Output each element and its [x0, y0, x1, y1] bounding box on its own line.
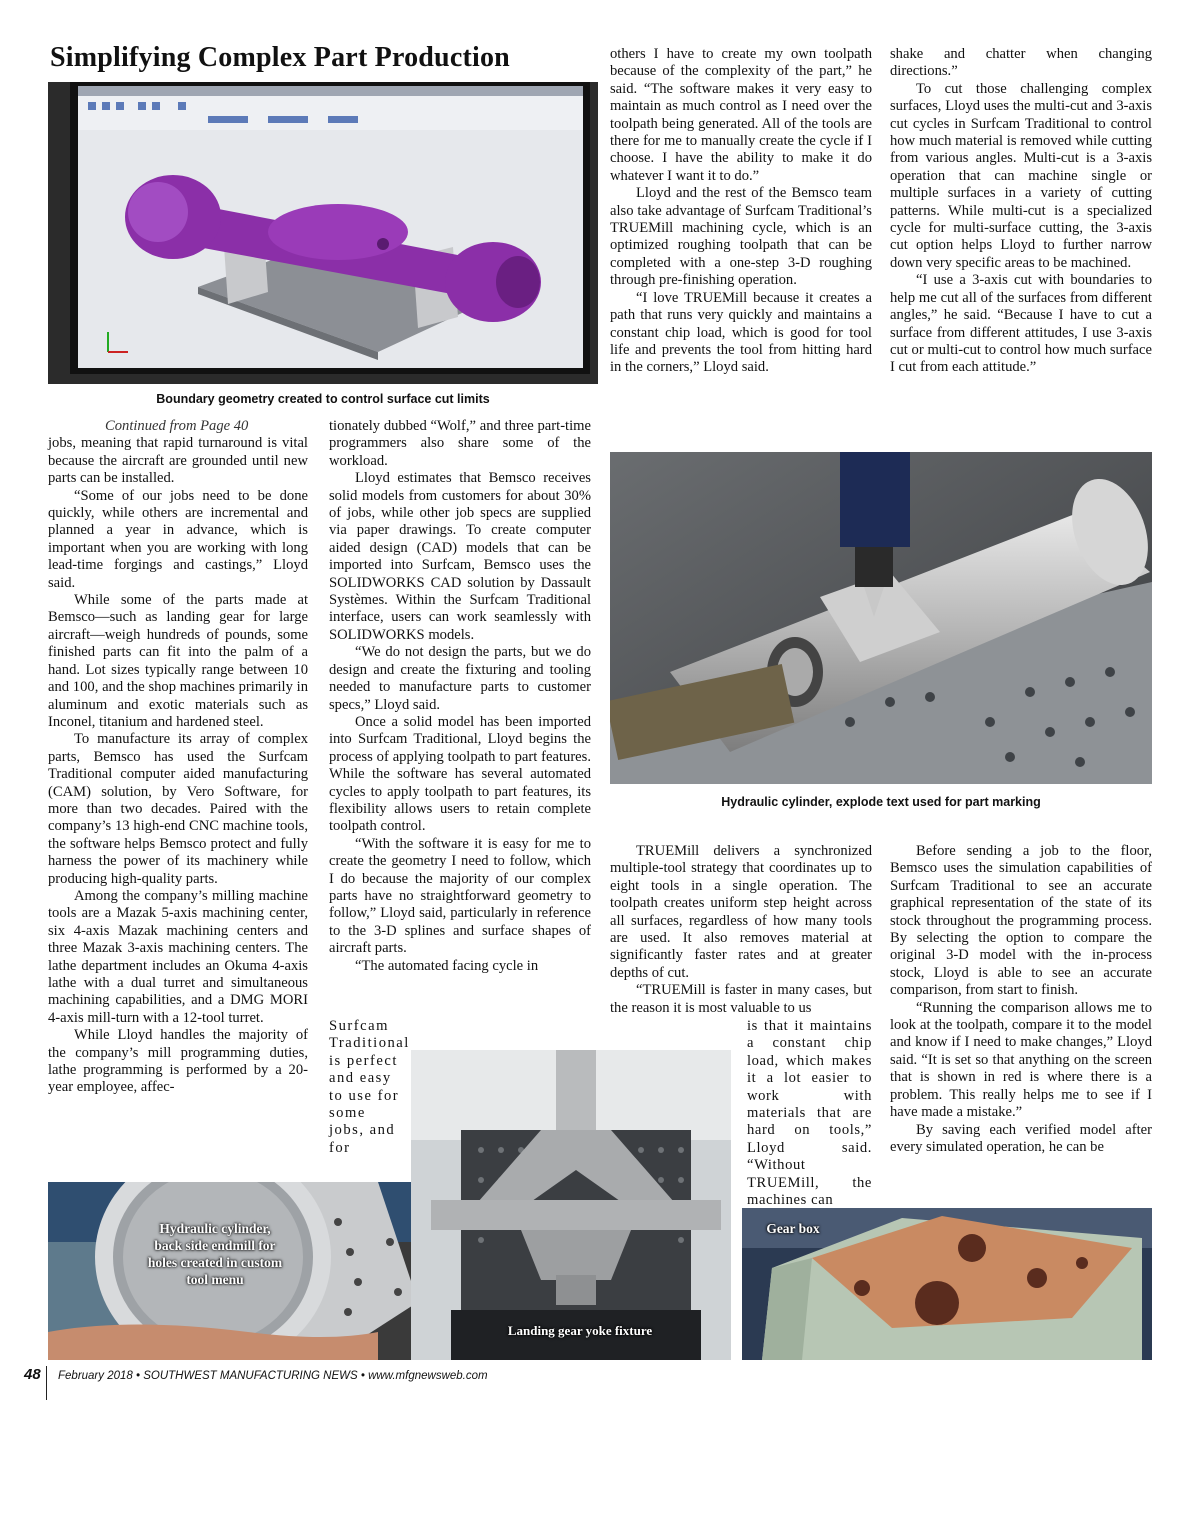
paragraph: “TRUEMill is faster in many cases, but the reason it is most valuable to us	[610, 982, 872, 1016]
footer-divider	[46, 1366, 47, 1400]
paragraph: Once a solid model has been imported into Surfcam Traditional, Lloyd begins the process of applying toolpath to part features. While the software has several automated cycles to apply toolpath to part features, its flexibility allows users to retain complete toolpath control.	[329, 713, 591, 835]
paragraph: While some of the parts made at Bemsco—such as landing gear for large aircraft—weigh hundreds of pounds, some finished parts can fit into the palm of a hand. Lot sizes typically range between 10 and 100, and the shop machines primarily in aluminum and exotic materials such as Inconel, titanium and hardened steel.	[48, 592, 308, 730]
article-title: Simplifying Complex Part Production	[50, 42, 510, 73]
article-column-4-top	[890, 46, 1152, 377]
page-number: 48	[24, 1366, 41, 1383]
paragraph: others I have to create my own toolpath because of the complexity of the part,” he said. “The software makes it very easy to maintain as much control as I need over the toolpath being generated. All of the tools are there for me to manually create the cycle if I choose. I have the ability to make it do whatever I want it to do.”	[610, 46, 872, 184]
paragraph: TRUEMill delivers a synchronized multiple-tool strategy that coordinates up to eight tools in a single operation. The toolpath creates uniform step height across all surfaces, regardless of how many tools are used. It also removes material at significantly faster rates and at greater depths of cut.	[610, 843, 872, 981]
cad-screen-illustration	[48, 82, 598, 384]
article-column-3-top	[610, 46, 872, 377]
landing-gear-yoke-illustration	[411, 1050, 731, 1360]
paragraph: shake and chatter when changing directions.”	[890, 46, 1152, 80]
article-column-2	[329, 418, 591, 975]
article-column-3-narrow	[747, 1018, 872, 1209]
paragraph: is that it maintains a constant chip load, which makes it a lot easier to work with materials that are hard on tools,” Lloyd said. “Without TRUEMill, the machines can	[747, 1018, 872, 1209]
cad-screen-photo	[48, 82, 598, 384]
paragraph: Among the company’s milling machine tools are a Mazak 5-axis machining center, six 4-axis Mazak machining centers and three Mazak 3-axis machining centers. The lathe department includes an Okuma 4-axis lathe with a dual turret and simultaneous machining capabilities, and a DMG MORI 4-axis mill-turn with a 12-tool turret.	[48, 887, 308, 1026]
paragraph: Before sending a job to the floor, Bemsco uses the simulation capabilities of Surfcam Traditional to see an accurate graphical representation of the state of its stock throughout the programming process. By selecting the option to compare the original 3-D model with the in-process stock, Lloyd is able to see an accurate comparison, from start to finish.	[890, 843, 1152, 999]
machining-illustration	[610, 452, 1152, 784]
mid-photo-caption: Hydraulic cylinder, explode text used for part marking	[721, 795, 1041, 809]
paragraph: “With the software it is easy for me to create the geometry I need to follow, which I do because the majority of our complex parts have no straightforward geometry to follow,” Lloyd said, particularly in reference to the 3-D splines and surface shapes of aircraft parts.	[329, 835, 591, 957]
paragraph: Surfcam Traditional is perfect and easy to use for some jobs, and for	[329, 1018, 410, 1156]
paragraph: “I love TRUEMill because it creates a path that runs very quickly and maintains a constant chip load, which is good for tool life and prevents the tool from hitting hard in the corners,” Lloyd said.	[610, 289, 872, 376]
article-column-2-narrow	[329, 1018, 410, 1157]
paragraph: “We do not design the parts, but we do design and create the fixturing and tooling needed to manufacture parts to customer specs,” Lloyd said.	[329, 644, 591, 713]
article-column-1	[48, 418, 308, 1097]
article-column-4-bottom	[890, 843, 1152, 1156]
landing-gear-yoke-caption: Landing gear yoke fixture	[507, 1323, 653, 1338]
paragraph: jobs, meaning that rapid turnaround is vital because the aircraft are grounded until new parts can be installed.	[48, 435, 308, 487]
landing-gear-yoke-photo	[411, 1050, 731, 1360]
hydraulic-cylinder-caption: Hydraulic cylinder, back side endmill for holes created in custom tool menu	[147, 1221, 283, 1287]
machining-photo	[610, 452, 1152, 784]
paragraph: “Running the comparison allows me to look at the toolpath, compare it to the model and know if I need to make changes,” Lloyd said. “It is set so that anything on the screen that is shown in red is where there is a problem. This really helps me to see if I have made a mistake.”	[890, 999, 1152, 1121]
top-photo-caption: Boundary geometry created to control surface cut limits	[156, 392, 490, 406]
paragraph: To cut those challenging complex surfaces, Lloyd uses the multi-cut and 3-axis cut cycles in Surfcam Traditional to control how much material is removed while cutting from various angles. Multi-cut is a 3-axis operation that can machine single or multiple surfaces in a variety of cutting patterns. While multi-cut is a specialized cycle for multi-surface cutting, the 3-axis cut option helps Lloyd to further narrow down very specific areas to be machined.	[890, 80, 1152, 271]
paragraph: By saving each verified model after every simulated operation, he can be	[890, 1121, 1152, 1155]
paragraph: “I use a 3-axis cut with boundaries to help me cut all of the surfaces from different angles,” he said. “Because I have to cut a surface from different attitudes, I use 3-axis cut or multi-cut to control how much surface I cut from each attitude.”	[890, 272, 1152, 376]
footer-text: February 2018 • SOUTHWEST MANUFACTURING NEWS • www.mfgnewsweb.com	[58, 1370, 488, 1382]
paragraph: Lloyd estimates that Bemsco receives solid models from customers for about 30% of jobs, while other job specs are supplied via paper drawings. To create computer aided design (CAD) models that can be imported into Surfcam, Bemsco uses the SOLIDWORKS CAD solution by Dassault Systèmes. Within the Surfcam Traditional interface, users can work seamlessly with SOLIDWORKS models.	[329, 470, 591, 643]
paragraph: “The automated facing cycle in	[355, 957, 539, 974]
continued-from-note: Continued from Page 40	[105, 418, 249, 434]
paragraph: “Some of our jobs need to be done quickly, while others are incremental and planned a year in advance, which is important when you are working with long lead-time forgings and castings,” Lloyd said.	[48, 487, 308, 591]
paragraph: tionately dubbed “Wolf,” and three part-time programmers also share some of the workload.	[329, 418, 591, 469]
gear-box-caption: Gear box	[766, 1221, 820, 1236]
paragraph: While Lloyd handles the majority of the company’s mill programming duties, lathe programming is performed by a 20-year employee, affec-	[48, 1027, 308, 1096]
paragraph: To manufacture its array of complex parts, Bemsco has used the Surfcam Traditional computer aided manufacturing (CAM) solution, by Vero Software, for more than two decades. Paired with the company’s 13 high-end CNC machine tools, the software helps Bemsco protect and fully harness the power of its machinery while producing high-quality parts.	[48, 731, 308, 887]
paragraph: Lloyd and the rest of the Bemsco team also take advantage of Surfcam Traditional’s TRUEMill machining cycle, which is an optimized roughing toolpath that can be completed with a one-step 3-D roughing through pre-finishing operation.	[610, 185, 872, 289]
article-column-3-bottom	[610, 843, 872, 1017]
